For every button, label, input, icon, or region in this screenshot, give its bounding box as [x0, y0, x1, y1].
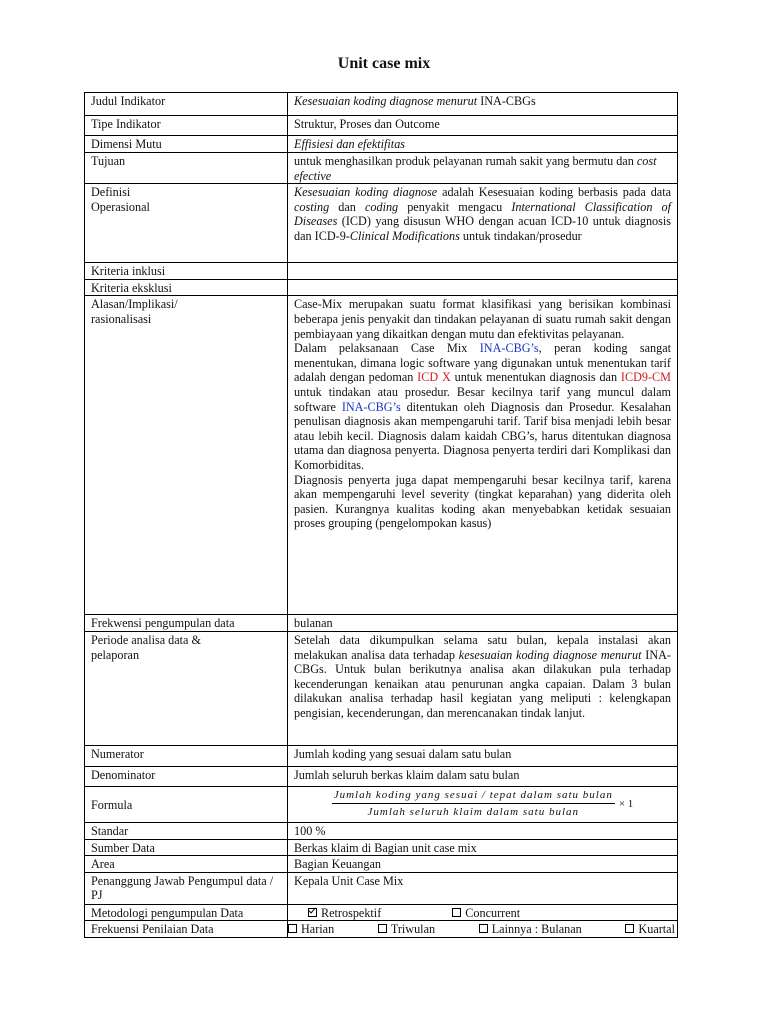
- row-tujuan: [85, 153, 678, 184]
- periode-text-2: INA-CBGs. Untuk bulan berikutnya analisa akan dilakukan pula terhadap kecenderungan kenaikan atau penurunan angka capaian. Dalam 3 bulan dilakukan analisa terhadap hasil kegiatan yang meliputi : kelengkapan pengisian, kecenderungan, dan merencanakan tindak lanjut.: [294, 647, 671, 720]
- value-metodologi: [288, 904, 678, 921]
- label-pj: Penanggung Jawab Pengumpul data / PJ: [85, 872, 288, 904]
- indicator-table: [84, 92, 678, 938]
- label-eksklusi: Kriteria eksklusi: [85, 279, 288, 296]
- alasan-inacbg-1: INA-CBG’s: [479, 341, 539, 356]
- row-eksklusi: [85, 279, 678, 296]
- option-concurrent[interactable]: [452, 906, 520, 921]
- row-standar: [85, 822, 678, 839]
- value-area: Bagian Keuangan: [288, 856, 678, 873]
- row-tipe: [85, 116, 678, 136]
- label-tipe: Tipe Indikator: [85, 116, 288, 136]
- alasan-para-2: [294, 341, 671, 472]
- label-periode-1: Periode analisa data &: [91, 632, 201, 647]
- option-lainnya-label: Lainnya : Bulanan: [491, 922, 582, 937]
- def-clinical: Clinical Modifications: [349, 228, 460, 243]
- row-denominator: [85, 766, 678, 786]
- row-metodologi: [85, 904, 678, 921]
- value-tujuan: [288, 153, 678, 184]
- row-pj: [85, 872, 678, 904]
- value-tujuan-text: untuk menghasilkan produk pelayanan rumah sakit yang bermutu dan: [294, 154, 637, 168]
- row-judul: [85, 93, 678, 116]
- formula-denominator: Jumlah seluruh klaim dalam satu bulan: [367, 806, 579, 819]
- label-judul: Judul Indikator: [85, 93, 288, 116]
- value-formula: [288, 786, 678, 822]
- option-retrospektif[interactable]: [308, 906, 381, 921]
- periode-text-1: Setelah data dikumpulkan selama satu bulan, kepala instalasi akan melakukan analisa data terhadap: [294, 632, 671, 662]
- checkbox-icon[interactable]: [378, 924, 387, 933]
- value-frekwensi: bulanan: [288, 615, 678, 632]
- value-numerator: Jumlah koding yang sesuai dalam satu bulan: [288, 745, 678, 766]
- label-periode: [85, 631, 288, 745]
- periode-italic: kesesuaian koding diagnose menurut: [458, 647, 642, 662]
- label-area: Area: [85, 856, 288, 873]
- label-definisi-2: Operasional: [91, 199, 150, 214]
- checkbox-icon[interactable]: [625, 924, 634, 933]
- row-formula: [85, 786, 678, 822]
- value-dimensi-italic: Effisiesi dan efektifitas: [294, 137, 406, 151]
- value-standar: 100 %: [288, 822, 678, 839]
- row-numerator: [85, 745, 678, 766]
- label-alasan-1: Alasan/Implikasi/: [91, 297, 178, 312]
- label-metodologi: Metodologi pengumpulan Data: [85, 904, 288, 921]
- label-frekuensi-penilaian: Frekuensi Penilaian Data: [85, 921, 288, 938]
- value-periode: [288, 631, 678, 745]
- label-alasan-2: rasionalisasi: [91, 311, 152, 326]
- row-inklusi: [85, 263, 678, 280]
- option-kuartal[interactable]: [625, 922, 675, 937]
- value-judul: [288, 93, 678, 116]
- label-numerator: Numerator: [85, 745, 288, 766]
- value-pj: Kepala Unit Case Mix: [288, 872, 678, 904]
- def-text-4: (ICD) yang disusun WHO dengan acuan ICD-10 untuk diagnosis dan ICD-9-: [294, 214, 671, 243]
- value-judul-italic: Kesesuaian koding diagnose menurut: [294, 94, 478, 108]
- label-sumber: Sumber Data: [85, 839, 288, 856]
- value-tipe: Struktur, Proses dan Outcome: [288, 116, 678, 136]
- row-alasan: [85, 296, 678, 615]
- label-definisi: [85, 184, 288, 263]
- formula-multiplier: × 1: [618, 797, 634, 810]
- formula-expression: [294, 788, 671, 820]
- label-periode-2: pelaporan: [91, 647, 140, 662]
- alasan-text-4: untuk tindakan atau prosedur. Besar kecilnya tarif yang muncul dalam software: [294, 384, 671, 414]
- def-text-2: dan: [329, 199, 365, 214]
- alasan-text-2: , peran koding sangat menentukan, dimana logic software yang digunakan untuk menentukan tarif adalah dengan pedoman: [294, 341, 671, 385]
- value-dimensi: [288, 136, 678, 153]
- def-text-1: adalah Kesesuaian koding berbasis pada data: [437, 185, 671, 200]
- value-denominator: Jumlah seluruh berkas klaim dalam satu bulan: [288, 766, 678, 786]
- checkbox-icon[interactable]: [452, 908, 461, 917]
- value-inklusi: [288, 263, 678, 280]
- def-icd: International Classification of Diseases: [294, 199, 671, 229]
- label-formula: Formula: [85, 786, 288, 822]
- row-sumber: [85, 839, 678, 856]
- alasan-icd9cm: ICD9-CM: [620, 370, 671, 385]
- label-alasan: [85, 296, 288, 615]
- row-periode: [85, 631, 678, 745]
- value-frekuensi-penilaian: [288, 921, 678, 938]
- def-text-5: untuk tindakan/prosedur: [459, 228, 582, 243]
- value-eksklusi: [288, 279, 678, 296]
- option-lainnya[interactable]: [479, 922, 582, 937]
- label-tujuan: Tujuan: [85, 153, 288, 184]
- option-triwulan[interactable]: [378, 922, 435, 937]
- value-sumber: Berkas klaim di Bagian unit case mix: [288, 839, 678, 856]
- option-harian[interactable]: [288, 922, 334, 937]
- option-harian-label: Harian: [301, 922, 335, 937]
- alasan-icdx: ICD X: [417, 370, 451, 385]
- row-frekuensi-penilaian: [85, 921, 678, 938]
- def-term: Kesesuaian koding diagnose: [294, 185, 438, 200]
- checkbox-icon[interactable]: [479, 924, 488, 933]
- page-title: Unit case mix: [337, 55, 431, 72]
- row-frekwensi: [85, 615, 678, 632]
- alasan-text-1: Dalam pelaksanaan Case Mix: [294, 341, 480, 356]
- option-retrospektif-label: Retrospektif: [321, 905, 382, 920]
- row-definisi: [85, 184, 678, 263]
- formula-numerator: Jumlah koding yang sesuai / tepat dalam satu bulan: [332, 788, 615, 805]
- option-concurrent-label: Concurrent: [465, 905, 521, 920]
- frekuensi-options: [288, 922, 675, 937]
- alasan-text-5: ditentukan oleh Diagnosis dan Prosedur. Kesalahan penulisan diagnosis akan mempengaruhi tarif. Tarif bisa menjadi lebih besar atau lebih kecil. Diagnosis dalam kaidah CBG’s, harus ditentukan diagnosa utama dan diagnosa penyerta. Diagnosa penyerta terdiri dari Komplikasi dan Komorbiditas.: [294, 399, 672, 472]
- value-alasan: [288, 296, 678, 615]
- label-inklusi: Kriteria inklusi: [85, 263, 288, 280]
- checkbox-icon[interactable]: [288, 924, 297, 933]
- alasan-para-3: Diagnosis penyerta juga dapat mempengaruhi besar kecilnya tarif, karena akan mempengaruhi level severity (tingkat keparahan) yang diderita oleh pasien. Kurangnya kualitas koding akan menyebabkan ketidak sesuaian proses grouping (pengelompokan kasus): [294, 472, 671, 531]
- label-definisi-1: Definisi: [91, 185, 131, 200]
- label-standar: Standar: [85, 822, 288, 839]
- row-dimensi: [85, 136, 678, 153]
- value-judul-rest: INA-CBGs: [477, 94, 536, 108]
- checkbox-checked-icon[interactable]: [308, 908, 317, 917]
- label-dimensi: Dimensi Mutu: [85, 136, 288, 153]
- def-costing: costing: [294, 199, 330, 214]
- def-text-3: penyakit mengacu: [398, 199, 512, 214]
- option-triwulan-label: Triwulan: [390, 922, 436, 937]
- row-area: [85, 856, 678, 873]
- value-tujuan-italic: cost efective: [294, 154, 657, 183]
- alasan-inacbg-2: INA-CBG’s: [341, 399, 401, 414]
- value-definisi: [288, 184, 678, 263]
- label-denominator: Denominator: [85, 766, 288, 786]
- label-frekwensi: Frekwensi pengumpulan data: [85, 615, 288, 632]
- alasan-para-1: Case-Mix merupakan suatu format klasifikasi yang berisikan kombinasi beberapa jenis penyakit dan tindakan pelayanan di suatu rumah sakit dengan pembiayaan yang dikaitkan dengan mutu dan efektivitas pelayanan.: [294, 297, 671, 341]
- formula-fraction: [332, 788, 615, 820]
- alasan-text-3: untuk menentukan diagnosis dan: [450, 370, 621, 385]
- option-kuartal-label: Kuartal: [638, 922, 675, 937]
- def-coding: coding: [364, 199, 399, 214]
